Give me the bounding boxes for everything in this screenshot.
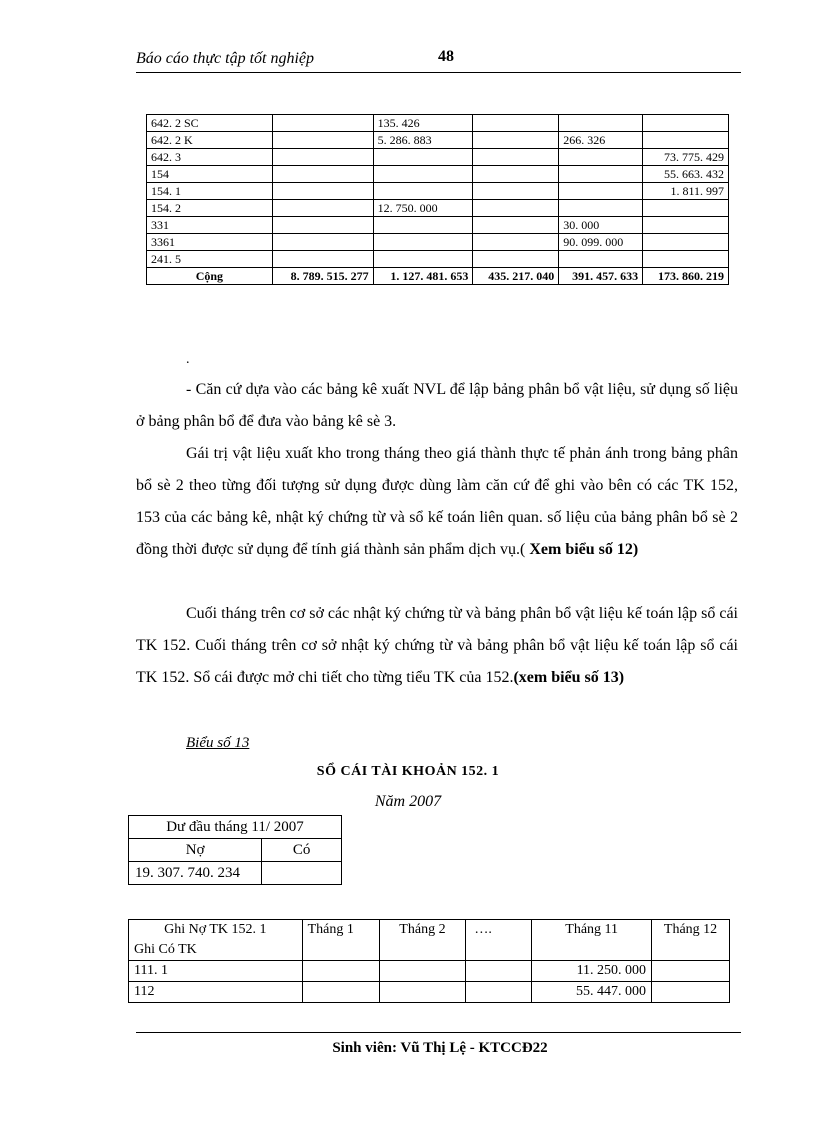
total-amount: 173. 860. 219 bbox=[643, 268, 729, 285]
amount-cell: 55. 663. 432 bbox=[643, 166, 729, 183]
amount-cell: 5. 286. 883 bbox=[373, 132, 473, 149]
table-row bbox=[147, 183, 729, 200]
amount-cell bbox=[643, 217, 729, 234]
account-cell: 642. 3 bbox=[147, 149, 273, 166]
ledger-header-credit: Ghi Có TK bbox=[134, 942, 197, 957]
p2-end: ) bbox=[632, 541, 639, 558]
ledger-year: Năm 2007 bbox=[374, 793, 442, 810]
amount-cell bbox=[373, 183, 473, 200]
total-label: Cộng bbox=[147, 268, 273, 285]
ledger-header-debit: Ghi Nợ TK 152. 1 bbox=[164, 922, 267, 937]
amount-cell bbox=[272, 234, 373, 251]
ledger-empty-cell bbox=[302, 961, 379, 982]
amount-cell: 12. 750. 000 bbox=[373, 200, 473, 217]
account-cell: 241. 5 bbox=[147, 251, 273, 268]
amount-cell bbox=[473, 234, 559, 251]
amount-cell: 90. 099. 000 bbox=[559, 234, 643, 251]
amount-cell: 135. 426 bbox=[373, 115, 473, 132]
table-row bbox=[147, 115, 729, 132]
opening-co-value bbox=[262, 862, 342, 885]
account-cell: 642. 2 SC bbox=[147, 115, 273, 132]
amount-cell bbox=[272, 200, 373, 217]
amount-cell bbox=[559, 115, 643, 132]
ledger-empty-cell bbox=[379, 982, 466, 1003]
amount-cell bbox=[643, 251, 729, 268]
ledger-header-m11: Tháng 11 bbox=[532, 920, 652, 961]
amount-cell bbox=[559, 183, 643, 200]
ledger-empty-cell bbox=[466, 961, 532, 982]
amount-cell bbox=[272, 132, 373, 149]
amount-cell bbox=[473, 251, 559, 268]
amount-cell bbox=[643, 115, 729, 132]
table-row bbox=[147, 251, 729, 268]
amount-cell bbox=[373, 149, 473, 166]
table-row bbox=[147, 217, 729, 234]
ledger-table-body bbox=[129, 920, 730, 1003]
amount-cell bbox=[373, 234, 473, 251]
p3-reference: (xem biểu số 13) bbox=[513, 669, 625, 686]
total-amount: 435. 217. 040 bbox=[473, 268, 559, 285]
table-row bbox=[129, 961, 730, 982]
p3-text: Cuối tháng trên cơ sở các nhật ký chứng từ và bảng phân bổ vật liệu kế toán lập sổ cái TK 152. Cuối tháng trên cơ sở nhật ký chứng từ và bảng phân bổ vật liệu kế toán lập sổ cái TK 152. Sổ cái được mở chi tiết cho từng tiểu TK của 152. bbox=[136, 605, 738, 686]
amount-cell bbox=[643, 132, 729, 149]
ledger-title: SỔ CÁI TÀI KHOẢN 152. 1 bbox=[316, 764, 500, 779]
p2-text: Gái trị vật liệu xuất kho trong tháng theo giá thành thực tế phản ánh trong bảng phân bổ sè 2 theo từng đối tượng sử dụng được dùng làm căn cứ để ghi vào bên có các TK 152, 153 của các bảng kê, nhật ký chứng từ và sổ kế toán liên quan. số liệu của bảng phân bổ sè 2 đồng thời được sử dụng để tính giá thành sản phẩm dịch vụ.( bbox=[136, 445, 738, 558]
ledger-header-row bbox=[129, 920, 730, 961]
ledger-table bbox=[128, 919, 730, 1003]
account-cell: 3361 bbox=[147, 234, 273, 251]
allocation-table bbox=[146, 114, 729, 285]
allocation-table-body bbox=[147, 115, 729, 285]
page-number: 48 bbox=[438, 48, 454, 65]
ledger-header-account bbox=[129, 920, 303, 961]
amount-cell bbox=[473, 183, 559, 200]
footer-divider bbox=[136, 1032, 741, 1033]
amount-cell bbox=[272, 251, 373, 268]
amount-cell bbox=[473, 132, 559, 149]
amount-cell bbox=[559, 251, 643, 268]
opening-co-header: Có bbox=[262, 839, 342, 862]
ledger-header-dots: …. bbox=[466, 920, 532, 961]
ledger-empty-cell bbox=[379, 961, 466, 982]
amount-cell bbox=[272, 183, 373, 200]
amount-cell bbox=[473, 149, 559, 166]
ledger-account: 112 bbox=[129, 982, 303, 1003]
ledger-empty-cell bbox=[652, 961, 730, 982]
amount-cell: 266. 326 bbox=[559, 132, 643, 149]
opening-balance-table bbox=[128, 815, 342, 885]
amount-cell bbox=[559, 166, 643, 183]
ledger-empty-cell bbox=[302, 982, 379, 1003]
table-row bbox=[147, 166, 729, 183]
opening-title: Dư đầu tháng 11/ 2007 bbox=[129, 816, 342, 839]
stray-dot: . bbox=[186, 352, 190, 367]
amount-cell bbox=[272, 149, 373, 166]
amount-cell bbox=[272, 217, 373, 234]
paragraph-2 bbox=[136, 438, 738, 566]
ledger-m11-amount: 55. 447. 000 bbox=[532, 982, 652, 1003]
ledger-header-m2: Tháng 2 bbox=[379, 920, 466, 961]
opening-no-value: 19. 307. 740. 234 bbox=[129, 862, 262, 885]
amount-cell bbox=[272, 115, 373, 132]
amount-cell bbox=[473, 200, 559, 217]
amount-cell bbox=[643, 200, 729, 217]
total-amount: 391. 457. 633 bbox=[559, 268, 643, 285]
amount-cell bbox=[373, 251, 473, 268]
table-row bbox=[147, 132, 729, 149]
account-cell: 154. 1 bbox=[147, 183, 273, 200]
table-row bbox=[147, 200, 729, 217]
footer-student: Sinh viên: Vũ Thị Lệ - KTCCĐ22 bbox=[332, 1040, 548, 1056]
ledger-header-m1: Tháng 1 bbox=[302, 920, 379, 961]
account-cell: 154. 2 bbox=[147, 200, 273, 217]
table-row bbox=[147, 234, 729, 251]
amount-cell bbox=[559, 149, 643, 166]
amount-cell: 30. 000 bbox=[559, 217, 643, 234]
paragraph-3-text bbox=[136, 598, 738, 694]
paragraph-3 bbox=[136, 598, 738, 694]
amount-cell bbox=[473, 166, 559, 183]
total-amount: 1. 127. 481. 653 bbox=[373, 268, 473, 285]
paragraph-2-text bbox=[136, 438, 738, 566]
ledger-account: 111. 1 bbox=[129, 961, 303, 982]
header-title: Báo cáo thực tập tốt nghiệp bbox=[136, 50, 315, 67]
amount-cell bbox=[272, 166, 373, 183]
page-header bbox=[136, 50, 741, 73]
amount-cell: 73. 775. 429 bbox=[643, 149, 729, 166]
ledger-header-m12: Tháng 12 bbox=[652, 920, 730, 961]
amount-cell bbox=[373, 166, 473, 183]
table-row bbox=[129, 982, 730, 1003]
paragraph-1 bbox=[136, 374, 738, 438]
amount-cell bbox=[473, 217, 559, 234]
account-cell: 331 bbox=[147, 217, 273, 234]
amount-cell bbox=[559, 200, 643, 217]
opening-no-header: Nợ bbox=[129, 839, 262, 862]
ledger-empty-cell bbox=[652, 982, 730, 1003]
amount-cell bbox=[473, 115, 559, 132]
ledger-m11-amount: 11. 250. 000 bbox=[532, 961, 652, 982]
amount-cell bbox=[373, 217, 473, 234]
amount-cell bbox=[643, 234, 729, 251]
bieu-so-label: Biểu số 13 bbox=[186, 735, 250, 751]
total-amount: 8. 789. 515. 277 bbox=[272, 268, 373, 285]
table-row bbox=[147, 149, 729, 166]
p2-reference: Xem biểu số 12 bbox=[529, 541, 633, 558]
amount-cell: 1. 811. 997 bbox=[643, 183, 729, 200]
paragraph-1-text: - Căn cứ dựa vào các bảng kê xuất NVL để lập bảng phân bổ vật liệu, sử dụng số liệu ở bảng phân bổ để đưa vào bảng kê sè 3. bbox=[136, 381, 738, 430]
total-row bbox=[147, 268, 729, 285]
account-cell: 154 bbox=[147, 166, 273, 183]
ledger-empty-cell bbox=[466, 982, 532, 1003]
account-cell: 642. 2 K bbox=[147, 132, 273, 149]
